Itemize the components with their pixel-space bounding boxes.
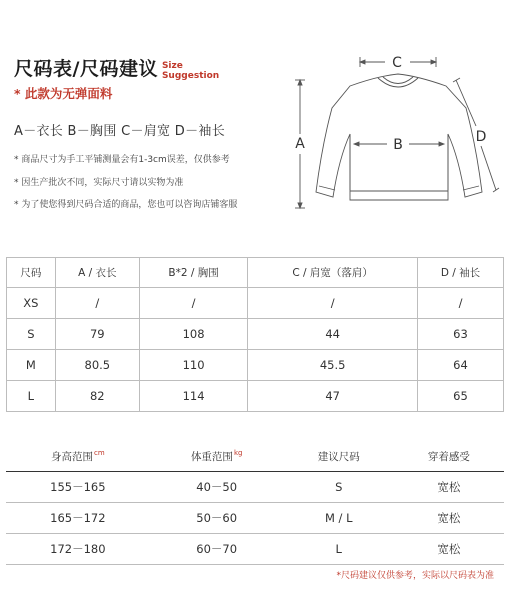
cell: / (55, 288, 139, 319)
cell: 108 (139, 319, 247, 350)
header-chest: B*2 / 胸围 (139, 258, 247, 288)
cell: 60－70 (150, 534, 284, 565)
size-table-header (7, 258, 504, 288)
sweater-diagram (290, 50, 505, 225)
header-shoulder: C / 肩宽（落肩） (248, 258, 418, 288)
cell: 50－60 (150, 503, 284, 534)
table-row (7, 319, 504, 350)
title-english-line1: Size (161, 61, 183, 71)
title-english-line2: Suggestion (161, 71, 220, 81)
header-height: 身高范围$^{cm}$ (6, 442, 150, 472)
cell: 79 (55, 319, 139, 350)
cell: 宽松 (394, 534, 504, 565)
label-c: C (392, 55, 402, 71)
cell: 110 (139, 350, 247, 381)
header-size: 尺码 (7, 258, 56, 288)
cell: / (418, 288, 504, 319)
cell: / (139, 288, 247, 319)
measurement-legend: A－衣长 B－胸围 C－肩宽 D－袖长 (14, 124, 225, 139)
unit-kg: kg (233, 449, 243, 457)
table-row (7, 350, 504, 381)
table-row (7, 288, 504, 319)
cell: 44 (248, 319, 418, 350)
notes-list (14, 152, 237, 220)
cell: 宽松 (394, 472, 504, 503)
cell: 165－172 (6, 503, 150, 534)
cell: S (7, 319, 56, 350)
cell: 114 (139, 381, 247, 412)
unit-cm: cm (94, 449, 105, 457)
cell: 宽松 (394, 503, 504, 534)
footnote: *尺码建议仅供参考，实际以尺码表为准 (336, 571, 494, 581)
title-row (14, 54, 219, 81)
cell: 82 (55, 381, 139, 412)
page-title: 尺码表/尺码建议 (14, 58, 158, 80)
cell: / (248, 288, 418, 319)
size-suggestion-table (6, 442, 504, 565)
cell: S (284, 472, 394, 503)
size-table (6, 257, 504, 412)
header-length: A / 衣长 (55, 258, 139, 288)
cell: 64 (418, 350, 504, 381)
cell: L (7, 381, 56, 412)
fabric-note: * 此款为无弹面料 (14, 86, 113, 101)
cell: 155－165 (6, 472, 150, 503)
label-b: B (393, 137, 403, 153)
cell: 47 (248, 381, 418, 412)
header-weight: 体重范围$^{kg}$ (150, 442, 284, 472)
cell: 80.5 (55, 350, 139, 381)
table-row (6, 503, 504, 534)
cell: 65 (418, 381, 504, 412)
cell: 172－180 (6, 534, 150, 565)
title-english (162, 61, 219, 81)
cell: L (284, 534, 394, 565)
suggestion-table-header (6, 442, 504, 472)
header-fit-feel: 穿着感受 (394, 442, 504, 472)
label-d: D (475, 129, 487, 145)
header-sleeve: D / 袖长 (418, 258, 504, 288)
cell: M (7, 350, 56, 381)
label-a: A (295, 136, 305, 152)
note-item: * 因生产批次不同，实际尺寸请以实物为准 (14, 177, 184, 188)
table-row (6, 472, 504, 503)
cell: M / L (284, 503, 394, 534)
cell: XS (7, 288, 56, 319)
header-recommended-size: 建议尺码 (284, 442, 394, 472)
note-item: * 商品尺寸为手工平铺测量会有1-3cm误差，仅供参考 (14, 155, 230, 165)
table-row (7, 381, 504, 412)
table-row (6, 534, 504, 565)
note-item: * 为了使您得到尺码合适的商品，您也可以咨询店铺客服 (14, 200, 238, 211)
cell: 45.5 (248, 350, 418, 381)
cell: 63 (418, 319, 504, 350)
cell: 40－50 (150, 472, 284, 503)
